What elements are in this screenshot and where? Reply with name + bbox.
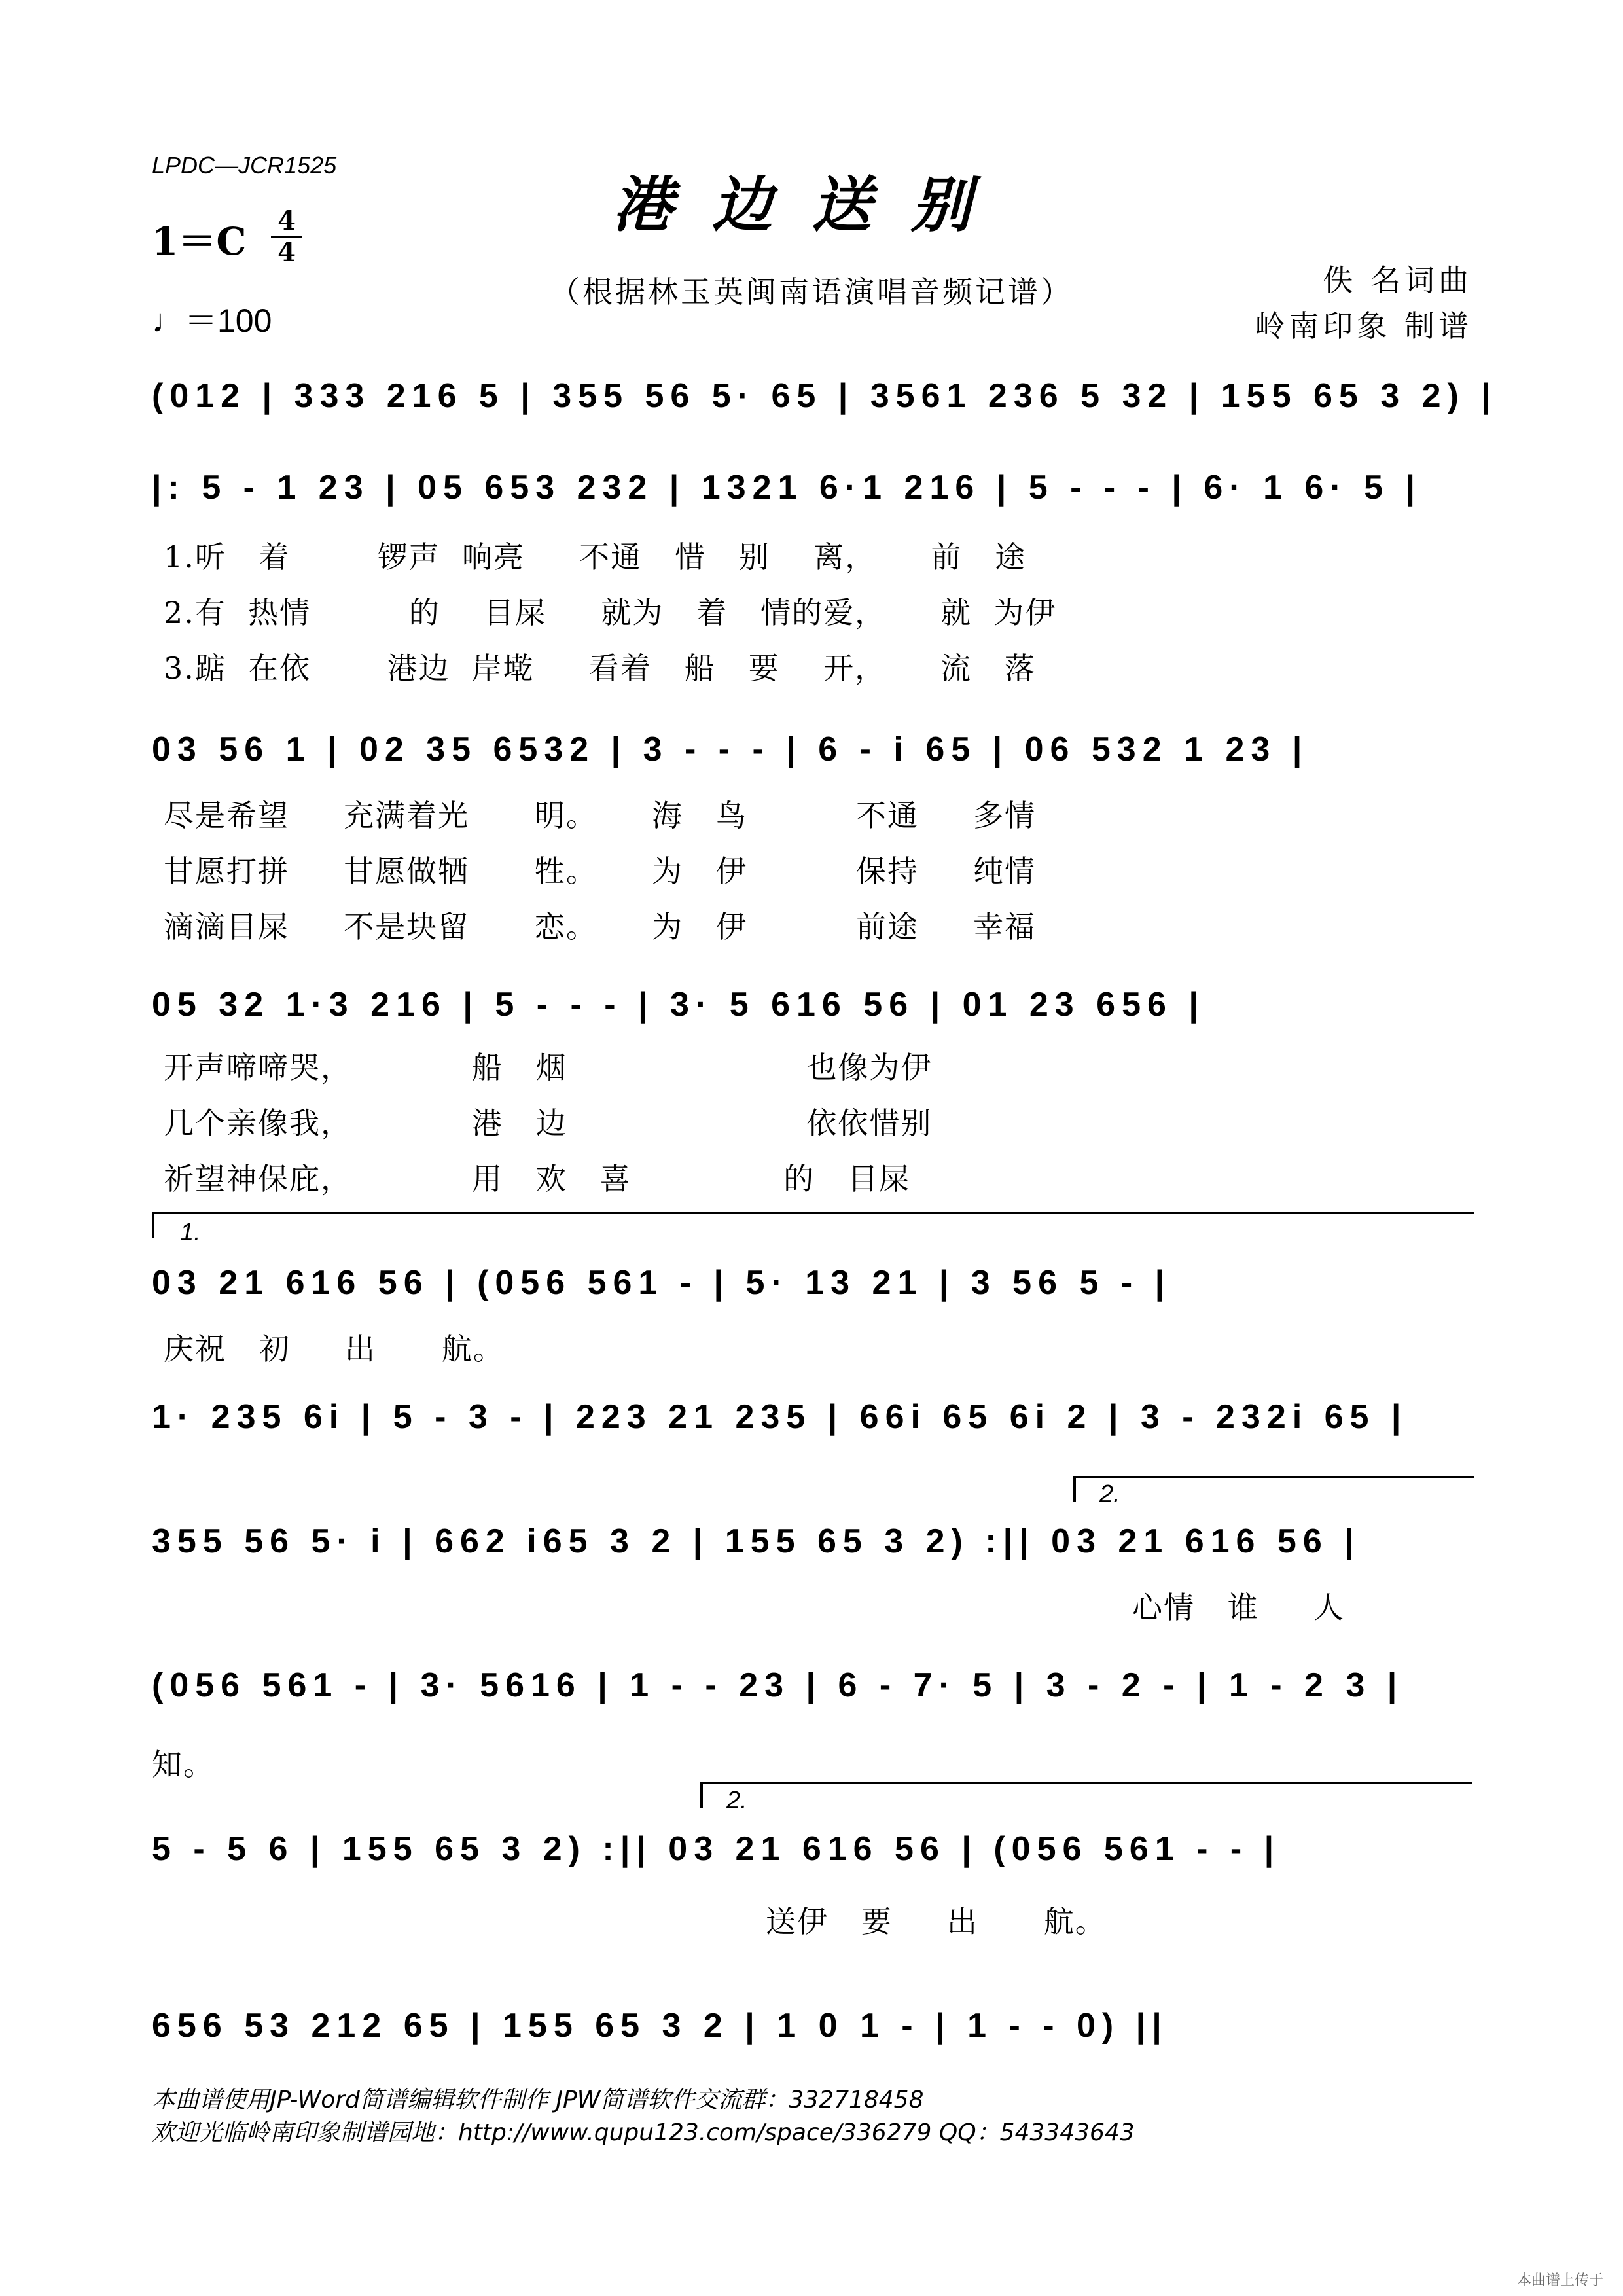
footer-line-2: 欢迎光临岭南印象制谱园地：http://www.qupu123.com/space/336279 QQ：543343643 — [152, 2119, 1135, 2146]
volta-bracket-edge — [1073, 1476, 1076, 1502]
lyric-line: 甘愿打拼 甘愿做牺 牲。 为 伊 保持 纯情 — [164, 853, 1037, 889]
song-title: 港边送别 — [612, 170, 1010, 240]
time-signature — [270, 207, 304, 267]
volta-first-ending: 1. — [180, 1219, 201, 1246]
volta-bracket-edge — [700, 1782, 703, 1808]
footer-line-1: 本曲谱使用JP-Word简谱编辑软件制作 JPW简谱软件交流群：332718458 — [152, 2087, 924, 2113]
time-top: 4 — [277, 206, 296, 236]
score-line-5: 03 21 616 56 | (056 561 - | 5· 13 21 | 3 56 5 - | — [152, 1264, 1171, 1302]
volta-bracket — [700, 1782, 1472, 1784]
song-subtitle: （根据林玉英闽南语演唱音频记谱） — [550, 274, 1073, 310]
score-line-10: 656 53 212 65 | 155 65 3 2 | 1 0 1 - | 1 - - 0) || — [152, 2007, 1168, 2045]
score-code: LPDC—JCR1525 — [152, 152, 337, 179]
score-line-3: 03 56 1 | 02 35 6532 | 3 - - - | 6 - i 65 | 06 532 1 23 | — [152, 730, 1309, 768]
volta-bracket-edge — [152, 1212, 154, 1238]
arranger-credit: 岭南印象 制谱 — [1255, 308, 1472, 344]
score-line-8: (056 561 - | 3· 5616 | 1 - - 23 | 6 - 7· 5 | 3 - 2 - | 1 - 2 3 | — [152, 1666, 1404, 1704]
key-signature: 1＝C — [152, 219, 247, 264]
composer-credit: 佚 名词曲 — [1323, 262, 1472, 298]
score-line-9: 5 - 5 6 | 155 65 3 2) :|| 03 21 616 56 | (056 561 - - | — [152, 1830, 1281, 1868]
score-line-1: (012 | 333 216 5 | 355 56 5· 65 | 3561 236 5 32 | 155 65 3 2) | — [152, 377, 1497, 415]
score-line-7: 355 56 5· i | 662 i65 3 2 | 155 65 3 2) :|| 03 21 616 56 | — [152, 1522, 1361, 1560]
lyric-line: 几个亲像我， 港 边 依依惜别 — [164, 1105, 933, 1141]
lyric-line: 祈望神保庇， 用 欢 喜 的 目屎 — [164, 1161, 911, 1196]
lyric-line: 知。 — [152, 1747, 215, 1782]
lyric-line: 1.听 着 锣声 响亮 不通 惜 别 离， 前 途 — [164, 539, 1027, 575]
volta-second-ending: 2. — [726, 1787, 747, 1814]
tempo-mark: ♩＝100 — [152, 302, 272, 339]
volta-bracket — [1073, 1476, 1474, 1478]
score-line-2: |: 5 - 1 23 | 05 653 232 | 1321 6·1 216 | 5 - - - | 6· 1 6· 5 | — [152, 469, 1422, 507]
score-line-6: 1· 235 6i | 5 - 3 - | 223 21 235 | 66i 65 6i 2 | 3 - 232i 65 | — [152, 1398, 1408, 1436]
lyric-line: 心情 谁 人 — [1132, 1590, 1345, 1625]
lyric-line: 滴滴目屎 不是块留 恋。 为 伊 前途 幸福 — [164, 909, 1037, 944]
lyric-line: 2.有 热情 的 目屎 就为 着 情的爱， 就 为伊 — [164, 595, 1057, 630]
volta-bracket — [152, 1212, 1474, 1214]
lyric-line: 开声啼啼哭， 船 烟 也像为伊 — [164, 1050, 933, 1085]
lyric-line: 3.踮 在依 港边 岸墘 看着 船 要 开， 流 落 — [164, 651, 1037, 686]
time-bottom: 4 — [277, 237, 296, 268]
volta-second-ending: 2. — [1099, 1480, 1120, 1508]
lyric-line: 送伊 要 出 航。 — [766, 1904, 1107, 1939]
score-line-4: 05 32 1·3 216 | 5 - - - | 3· 5 616 56 | 01 23 656 | — [152, 986, 1205, 1024]
lyric-line: 尽是希望 充满着光 明。 海 鸟 不通 多情 — [164, 798, 1037, 833]
lyric-line: 庆祝 初 出 航。 — [164, 1331, 505, 1367]
watermark: 本曲谱上传于 — [1516, 2272, 1603, 2289]
